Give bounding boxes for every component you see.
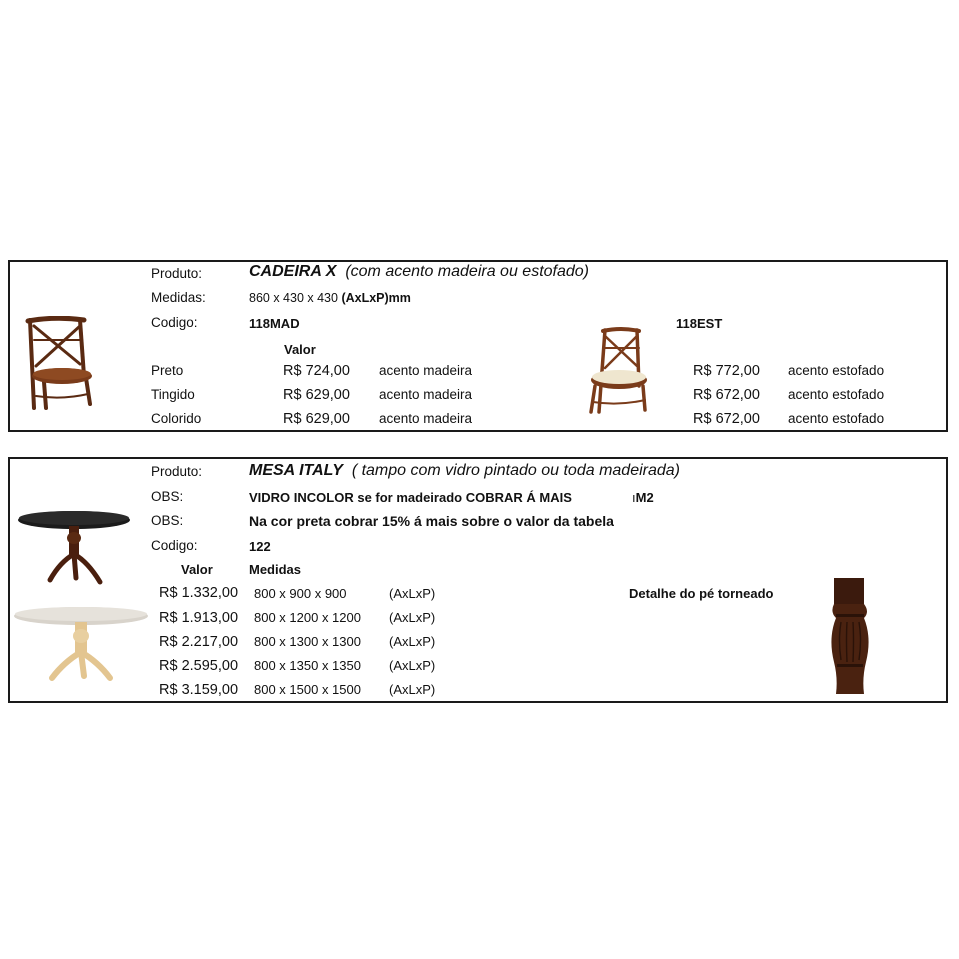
table-row-price: R$ 3.159,00 (159, 682, 239, 698)
table-row-unit: (AxLxP) (389, 658, 436, 673)
chair-row-desc-mad: acento madeira (379, 363, 473, 378)
table-title-text: MESA ITALY (249, 462, 343, 479)
table-obs-1-tail-text: M2 (635, 490, 654, 505)
table-black-image (16, 508, 132, 586)
chair-measures-value: 860 x 430 x 430 (249, 291, 338, 305)
table-row-unit: (AxLxP) (389, 634, 436, 649)
table-row-price: R$ 2.217,00 (159, 634, 239, 650)
chair-subtitle: (com acento madeira ou estofado) (345, 263, 589, 280)
chair-measures (249, 290, 411, 306)
table-code: 122 (249, 539, 271, 554)
table-measures-header: Medidas (249, 562, 302, 577)
chair-row-price-mad: R$ 629,00 (283, 387, 350, 403)
table-row-size: 800 x 1200 x 1200 (254, 610, 361, 625)
chair-row-price-est: R$ 672,00 (693, 411, 760, 427)
chair-row-price-est: R$ 772,00 (693, 363, 760, 379)
chair-row-label: Tingido (151, 387, 195, 402)
table-obs-2: Na cor preta cobrar 15% á mais sobre o valor da tabela (249, 513, 614, 529)
table-title (249, 463, 680, 479)
table-leg-detail-label: Detalhe do pé torneado (629, 586, 774, 601)
table-code-label: Codigo: (151, 538, 198, 553)
chair-row-desc-mad: acento madeira (379, 411, 473, 426)
chair-upholstered-seat-image (585, 326, 655, 418)
table-row-size: 800 x 900 x 900 (254, 586, 347, 601)
table-value-header: Valor (181, 562, 213, 577)
table-subtitle: ( tampo com vidro pintado ou toda madeirada) (351, 462, 680, 479)
chair-code-mad: 118MAD (249, 316, 300, 331)
chair-title (249, 264, 589, 280)
chair-product-label: Produto: (151, 266, 203, 281)
table-light-image (12, 604, 150, 682)
chair-row-desc-est: acento estofado (788, 387, 885, 402)
chair-wood-seat-image (22, 316, 100, 412)
chair-row-desc-est: acento estofado (788, 363, 885, 378)
chair-row-price-est: R$ 672,00 (693, 387, 760, 403)
chair-value-header: Valor (284, 342, 316, 357)
table-row-unit: (AxLxP) (389, 610, 436, 625)
chair-row-price-mad: R$ 629,00 (283, 411, 350, 427)
table-row-price: R$ 1.913,00 (159, 610, 239, 626)
turned-leg-detail-image (826, 578, 874, 694)
table-row-unit: (AxLxP) (389, 586, 436, 601)
table-obs-1: VIDRO INCOLOR se for madeirado COBRAR Á MAIS (249, 490, 572, 505)
chair-measures-unit: (AxLxP)mm (341, 291, 411, 305)
table-obs-1-tail: ıM2 (632, 490, 654, 505)
table-row-size: 800 x 1350 x 1350 (254, 658, 361, 673)
chair-measures-label: Medidas: (151, 290, 206, 305)
table-row-price: R$ 2.595,00 (159, 658, 239, 674)
table-product-label: Produto: (151, 464, 203, 479)
table-row-size: 800 x 1500 x 1500 (254, 682, 361, 697)
table-row-price: R$ 1.332,00 (159, 585, 239, 601)
table-row-size: 800 x 1300 x 1300 (254, 634, 361, 649)
chair-code-label: Codigo: (151, 315, 198, 330)
table-obs-label: OBS: (151, 489, 184, 504)
chair-row-desc-mad: acento madeira (379, 387, 473, 402)
table-row-unit: (AxLxP) (389, 682, 436, 697)
chair-row-label: Preto (151, 363, 184, 378)
table-obs-label: OBS: (151, 513, 184, 528)
chair-code-est: 118EST (676, 316, 723, 331)
chair-row-desc-est: acento estofado (788, 411, 885, 426)
chair-row-price-mad: R$ 724,00 (283, 363, 350, 379)
chair-panel (8, 260, 948, 432)
chair-title-text: CADEIRA X (249, 263, 337, 280)
chair-row-label: Colorido (151, 411, 202, 426)
